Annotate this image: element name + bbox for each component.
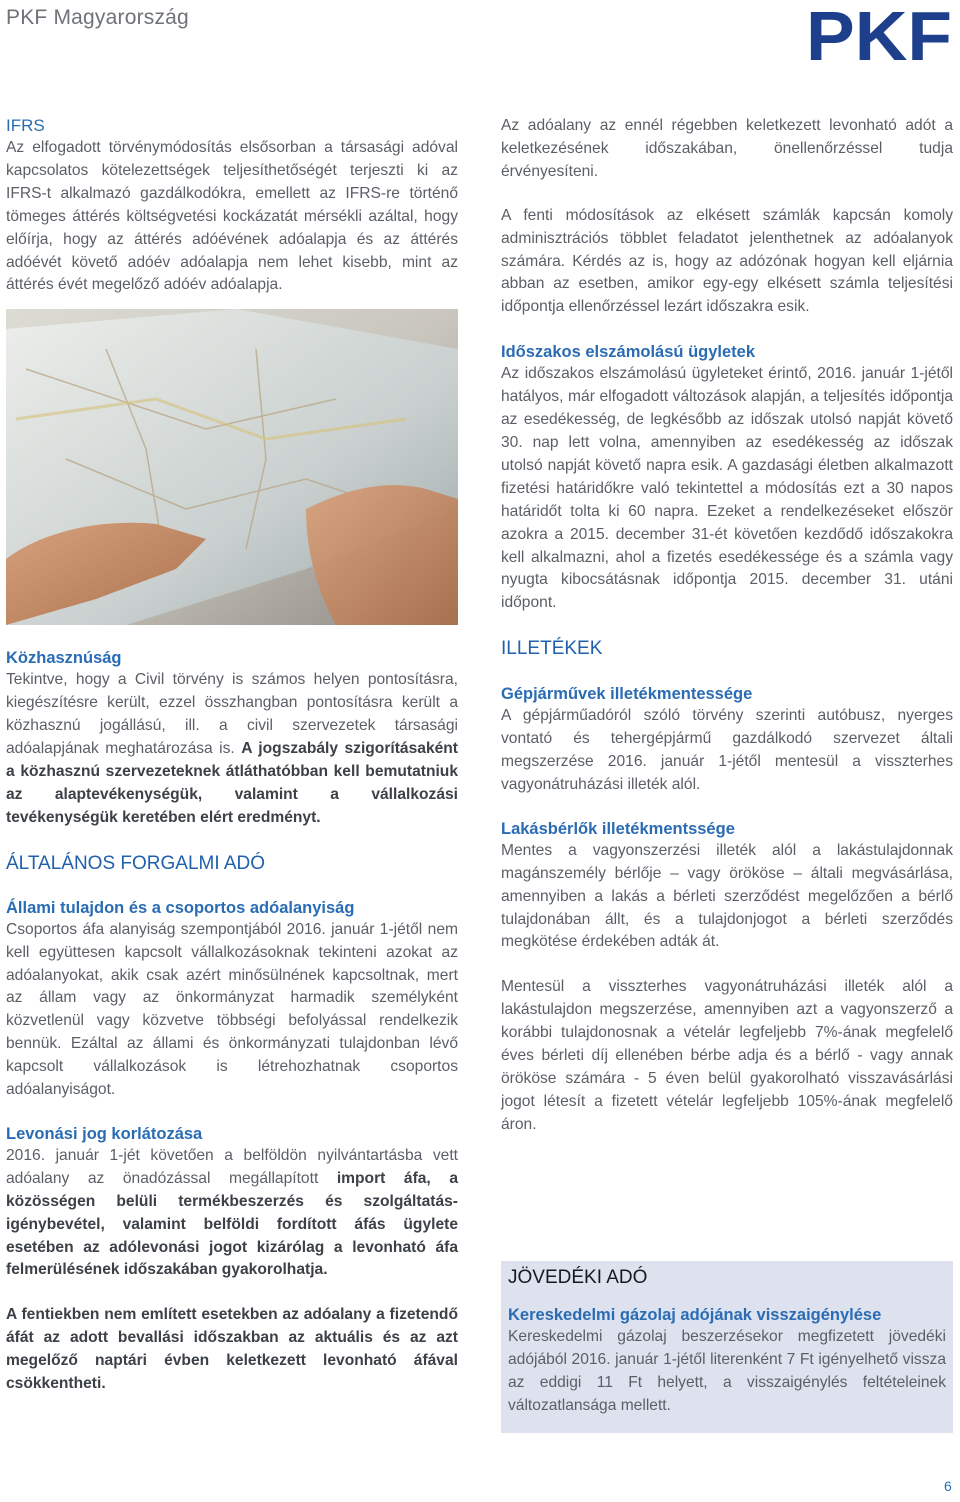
idoszakos-paragraph: Az időszakos elszámolású ügyleteket érintő, 2016. január 1-jétől hatályos, már elfogadott változások alapján, a teljesítés időpontja az esedékesség, de legkésőbb az időszak utolsó napját követő 30. nap lett volna, amennyiben az esedékesség az időszak utolsó napját követő napra esik. A gazdasági életben alkalmazott fizetési határidőkre való tekintettel a módosítás ezt a 30 napos határidőt tolta ki 60 napra. Ezeket a rendelkezéseket először azokra a 2015. december 31-ét követően kezdődő időszakokra kell alkalmazni, ahol a fizetés esedékessége és a számla vagy nyugta kibocsátásnak időpontja 2015. december 31. utáni időpont. [501,365,953,612]
kozhasznusag-bold-text: A jogszabály szigorításaként a közhasznú szervezeteknek átláthatóbban kell bemutatniuk az alaptevékenységük, valamint a vállalkozási tevékenységük keretében elért eredményt. [6,740,459,826]
map-photo [6,309,458,625]
mentesul-paragraph: Mentesül a visszterhes vagyonátruházási illeték alól a lakástulajdon megszerzése, amennyiben azt a vagyonszerző a korábbi tulajdonosnak a vételár legfeljebb 7%-ának megfelelő éves bérleti díj ellenében bérbe adja és a bérlő - vagy annak örököse számára - 5 éven belül gyakorolható visszavásárlási jogot létesít a fizetett vételár legfeljebb 105%-ának megfelelő áron. [501,978,953,1133]
fentiekben-paragraph: A fentiekben nem említett esetekben az adóalany a fizetendő áfát az adott bevallási időszakban az aktuális és az azt megelőző naptári évben keletkezett levonható áfával csökkentheti. [6,1306,458,1393]
idoszakos-heading: Időszakos elszámolású ügyletek [501,343,756,362]
left-column [6,115,458,1396]
levonasi-text: 2016. január 1-jét követően a belföldön nyilvántartásba vett adóalany az önadózással megállapított [6,1146,458,1187]
gazolaj-heading: Kereskedelmi gázolaj adójának visszaigénylése [508,1306,882,1324]
page-number: 6 [944,1478,952,1494]
lakas-paragraph: Mentes a vagyonszerzési illeték alól a lakástulajdonnak magánszemély bérlője – vagy örököse – általi megvásárlása, amennyiben a lakás a bérleti szerződést megelőzően a bérlő tulajdonában állt, és a tulajdonjogot a bérleti szerződés megkötése érdekében adták át. [501,841,953,951]
gepjarmu-heading: Gépjárművek illetékmentessége [501,685,753,704]
levonasi-paragraph [6,1145,458,1282]
levonasi-heading: Levonási jog korlátozása [6,1124,203,1143]
ifrs-paragraph: Az elfogadott törvénymódosítás elsősorban a társasági adóval kapcsolatos kötelezettségek teljesíthetőségét terjeszti ki az IFRS-t alkalmazó gazdálkodókra, emellett az IFRS-re történő tömeges áttérés költségvetési kockázatát mérsékli azáltal, hogy előírja, hogy az áttérés adóévének adóalapja és az áttérés adóévét követő adóév adóalapja nem lehet kisebb, mint az áttérés évét megelőző adóév adóalapja. [6,139,458,294]
allami-heading: Állami tulajdon és a csoportos adóalanyiság [6,898,355,917]
right-column [501,115,953,1137]
right-paragraph-1: Az adóalany az ennél régebben keletkezett levonható adót a keletkezésének időszakában, önellenőrzéssel tudja érvényesíteni. [501,117,953,180]
gazolaj-paragraph: Kereskedelmi gázolaj beszerzésekor megfizetett jövedéki adójából 2016. január 1-jétől literenként 7 Ft igényelhető vissza az eddigi 11 Ft helyett, a visszaigénylés feltételeinek változatlansága mellett. [508,1328,946,1414]
kozhasznusag-paragraph [6,669,458,829]
levonasi-bold-text: import áfa, a közösségen belüli termékbeszerzés és szolgáltatás-igénybevétel, valamint belföldi fordított áfás ügylete esetében az adólevonási jogot kizárólag a levonható áfa felmerülésének időszakában gyakorolhatja. [6,1169,458,1279]
allami-paragraph: Csoportos áfa alanyiság szempontjából 2016. január 1-jétől nem kell együttesen kapcsolt vállalkozásoknak tekinteni azokat az adóalanyokat, akik csak azért minősülnének kapcsoltnak, mert az állam vagy az önkormányzat harmadik személyként közvetlenül vagy közvetve többségi befolyással rendelkezik bennük. Ezáltal az állami és önkormányzati tulajdonban lévő kapcsolt vállalkozások is létrehozhatnak csoportos adóalanyiságot. [6,920,458,1099]
logo-text: PKF [806,2,952,68]
header-title: PKF Magyarország [6,6,189,29]
illetekek-heading: ILLETÉKEK [501,638,603,660]
pkf-logo [806,2,952,68]
right-paragraph-2: A fenti módosítások az elkésett számlák kapcsán komoly adminisztrációs többlet feladatot jelenthetnek az adóalanyok számára. Kérdés az is, hogy az adózónak hogyan kell eljárnia abban az esetben, amikor egy-egy elkésett számla teljesítési időpontja ellenőrzéssel lezárt időszakra esik. [501,206,953,316]
gepjarmu-paragraph: A gépjárműadóról szóló törvény szerinti autóbusz, nyerges vontató és tehergépjármű gazdálkodó szervezet általi megszerzése 2016. január 1-jétől mentesül a visszterhes vagyonátruházási illeték alól. [501,707,953,793]
jovedeki-heading: JÖVEDÉKI ADÓ [508,1267,648,1288]
kozhasznusag-text: Tekintve, hogy a Civil törvény is számos helyen pontosításra, kiegészítésre került, ezzel összhangban pontosításra került a közhasznú jogállású, ill. a civil szervezetek társasági adóalapjának meghatározása is. [6,671,458,758]
afa-heading: ÁLTALÁNOS FORGALMI ADÓ [6,852,266,874]
jovedeki-box [501,1261,953,1433]
lakas-heading: Lakásbérlők illetékmentssége [501,819,735,838]
kozhasznusag-heading: Közhasznúság [6,649,122,668]
ifrs-heading: IFRS [6,116,45,135]
